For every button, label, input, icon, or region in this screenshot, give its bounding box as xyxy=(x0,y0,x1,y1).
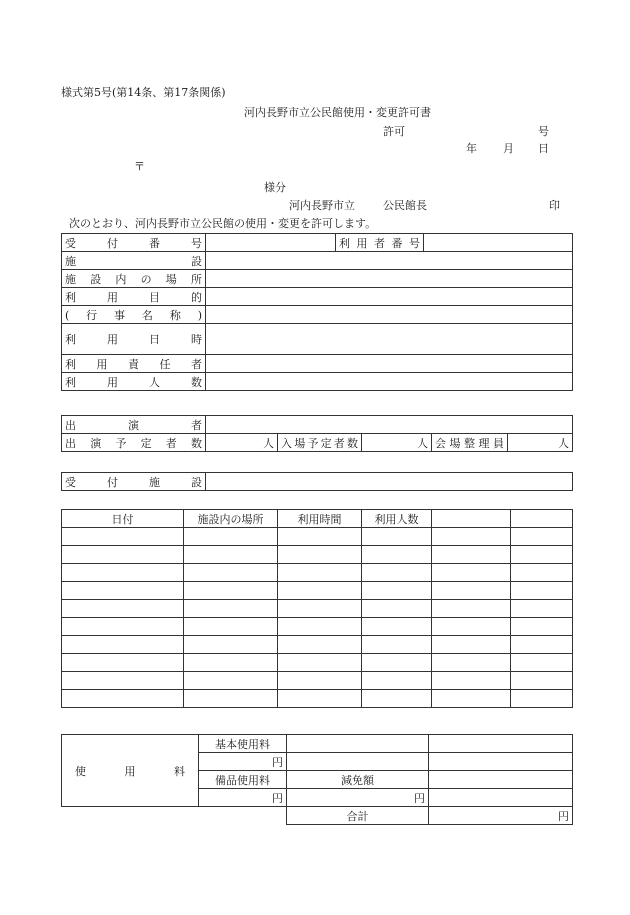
schedule-header-2: 利用時間 xyxy=(278,510,362,528)
table-row xyxy=(62,528,573,546)
place-in-facility-value[interactable] xyxy=(206,270,573,288)
schedule-cell[interactable] xyxy=(432,672,511,690)
fee-blank[interactable] xyxy=(287,753,429,771)
schedule-header-1: 施設内の場所 xyxy=(184,510,278,528)
schedule-header-4 xyxy=(432,510,511,528)
postal-mark: 〒 xyxy=(134,160,145,173)
user-count-value[interactable] xyxy=(206,373,573,391)
schedule-cell[interactable] xyxy=(432,618,511,636)
schedule-cell[interactable] xyxy=(432,564,511,582)
basic-fee-extra-2[interactable] xyxy=(429,735,573,753)
schedule-cell[interactable] xyxy=(62,636,184,654)
schedule-cell[interactable] xyxy=(278,600,362,618)
venue-staff-value[interactable] xyxy=(508,434,573,452)
schedule-cell[interactable] xyxy=(362,654,432,672)
schedule-table xyxy=(61,509,573,708)
table-row xyxy=(62,234,573,252)
facility-label: 施設 xyxy=(62,252,206,270)
seal-mark: 印 xyxy=(549,199,560,212)
table-row xyxy=(62,546,573,564)
reception-facility-label: 受付施設 xyxy=(62,473,206,491)
planned-attendees-label: 入場予定者数 xyxy=(278,434,362,452)
issuer-title: 公民館長 xyxy=(383,199,427,212)
form-number: 様式第5号(第14条、第17条関係) xyxy=(61,86,226,99)
schedule-cell[interactable] xyxy=(184,564,278,582)
user-count-label: 利用人数 xyxy=(62,373,206,391)
table-row xyxy=(62,355,573,373)
fee-empty-area xyxy=(62,807,287,825)
schedule-cell[interactable] xyxy=(362,546,432,564)
yen-unit: 円 xyxy=(414,791,425,805)
schedule-cell[interactable] xyxy=(362,564,432,582)
performers-value[interactable] xyxy=(206,416,573,434)
schedule-cell[interactable] xyxy=(362,618,432,636)
table-row xyxy=(62,600,573,618)
person-unit: 人 xyxy=(417,436,428,450)
venue-staff-label: 会場整理員 xyxy=(432,434,508,452)
table-row xyxy=(62,564,573,582)
equipment-fee-value[interactable] xyxy=(199,789,287,807)
schedule-cell[interactable] xyxy=(432,600,511,618)
schedule-cell[interactable] xyxy=(432,546,511,564)
table-row xyxy=(62,324,573,355)
table-row xyxy=(62,654,573,672)
event-name-label: (行事名称) xyxy=(62,306,206,324)
datetime-label: 利用日時 xyxy=(62,324,206,355)
schedule-cell[interactable] xyxy=(362,690,432,708)
schedule-cell[interactable] xyxy=(184,618,278,636)
schedule-cell[interactable] xyxy=(511,672,573,690)
schedule-cell[interactable] xyxy=(432,654,511,672)
table-row xyxy=(62,672,573,690)
number-suffix: 号 xyxy=(538,125,549,138)
schedule-cell[interactable] xyxy=(511,528,573,546)
total-label: 合計 xyxy=(287,807,429,825)
schedule-cell[interactable] xyxy=(432,636,511,654)
table-row xyxy=(62,288,573,306)
schedule-cell[interactable] xyxy=(278,528,362,546)
table-row xyxy=(62,416,573,434)
permit-label: 許可 xyxy=(383,125,405,138)
day-label: 日 xyxy=(538,142,549,155)
schedule-cell[interactable] xyxy=(278,690,362,708)
schedule-header-3: 利用人数 xyxy=(362,510,432,528)
schedule-cell[interactable] xyxy=(511,564,573,582)
user-number-label: 利用者番号 xyxy=(336,234,424,252)
schedule-cell[interactable] xyxy=(184,636,278,654)
schedule-cell[interactable] xyxy=(362,600,432,618)
person-unit: 人 xyxy=(263,436,274,450)
table-row xyxy=(62,618,573,636)
reduction-extra[interactable] xyxy=(429,771,573,789)
facility-value[interactable] xyxy=(206,252,573,270)
yen-unit: 円 xyxy=(272,755,283,769)
performer-table xyxy=(61,415,573,452)
table-row xyxy=(62,735,573,753)
datetime-value[interactable] xyxy=(206,324,573,355)
yen-unit: 円 xyxy=(272,791,283,805)
schedule-cell[interactable] xyxy=(62,672,184,690)
basic-fee-value[interactable] xyxy=(199,753,287,771)
reduction-value[interactable] xyxy=(287,789,429,807)
schedule-header-0: 日付 xyxy=(62,510,184,528)
schedule-cell[interactable] xyxy=(278,546,362,564)
schedule-cell[interactable] xyxy=(184,528,278,546)
info-table xyxy=(61,233,573,391)
schedule-cell[interactable] xyxy=(511,546,573,564)
purpose-label: 利用目的 xyxy=(62,288,206,306)
schedule-cell[interactable] xyxy=(432,582,511,600)
reception-number-label: 受付番号 xyxy=(62,234,206,252)
schedule-cell[interactable] xyxy=(511,600,573,618)
schedule-cell[interactable] xyxy=(278,654,362,672)
schedule-cell[interactable] xyxy=(432,528,511,546)
schedule-cell[interactable] xyxy=(362,528,432,546)
schedule-cell[interactable] xyxy=(184,654,278,672)
reduction-label: 減免額 xyxy=(287,771,429,789)
schedule-cell[interactable] xyxy=(362,672,432,690)
performers-label: 出演者 xyxy=(62,416,206,434)
schedule-cell[interactable] xyxy=(278,582,362,600)
person-unit: 人 xyxy=(558,436,570,450)
table-row xyxy=(62,306,573,324)
schedule-cell[interactable] xyxy=(278,618,362,636)
responsible-person-label: 利用責任者 xyxy=(62,355,206,373)
month-label: 月 xyxy=(503,142,514,155)
schedule-header-5 xyxy=(511,510,573,528)
table-row xyxy=(62,473,573,491)
total-value[interactable] xyxy=(429,807,573,825)
table-row xyxy=(62,270,573,288)
schedule-cell[interactable] xyxy=(184,690,278,708)
schedule-cell[interactable] xyxy=(184,582,278,600)
fee-table xyxy=(61,734,573,825)
reduction-blank[interactable] xyxy=(429,789,573,807)
fee-blank-2[interactable] xyxy=(429,753,573,771)
year-label: 年 xyxy=(466,142,477,155)
table-row xyxy=(62,636,573,654)
planned-attendees-value[interactable] xyxy=(362,434,432,452)
table-header-row xyxy=(62,510,573,528)
schedule-cell[interactable] xyxy=(511,636,573,654)
reception-facility-table xyxy=(61,472,573,491)
document-title: 河内長野市立公民館使用・変更許可書 xyxy=(244,106,431,119)
schedule-cell[interactable] xyxy=(511,690,573,708)
schedule-cell[interactable] xyxy=(511,582,573,600)
schedule-cell[interactable] xyxy=(278,636,362,654)
schedule-cell[interactable] xyxy=(184,600,278,618)
schedule-cell[interactable] xyxy=(362,582,432,600)
schedule-cell[interactable] xyxy=(278,672,362,690)
basic-fee-extra[interactable] xyxy=(287,735,429,753)
place-in-facility-label: 施設内の場所 xyxy=(62,270,206,288)
planned-performers-label: 出演予定者数 xyxy=(62,434,206,452)
schedule-cell[interactable] xyxy=(62,690,184,708)
addressee-suffix: 様分 xyxy=(264,181,286,194)
schedule-cell[interactable] xyxy=(62,618,184,636)
table-row xyxy=(62,252,573,270)
event-name-value[interactable] xyxy=(206,306,573,324)
reception-facility-value[interactable] xyxy=(206,473,573,491)
equipment-fee-label: 備品使用料 xyxy=(199,771,287,789)
schedule-cell[interactable] xyxy=(184,672,278,690)
intro-text: 次のとおり、河内長野市立公民館の使用・変更を許可します。 xyxy=(69,217,377,230)
table-row xyxy=(62,582,573,600)
user-number-value[interactable] xyxy=(424,234,573,252)
purpose-value[interactable] xyxy=(206,288,573,306)
usage-fee-text: 使用料 xyxy=(75,764,185,778)
schedule-cell[interactable] xyxy=(62,600,184,618)
schedule-cell[interactable] xyxy=(62,546,184,564)
schedule-cell[interactable] xyxy=(62,654,184,672)
table-row xyxy=(62,373,573,391)
issuer-city: 河内長野市立 xyxy=(289,199,355,212)
responsible-person-value[interactable] xyxy=(206,355,573,373)
usage-fee-label xyxy=(62,735,199,807)
basic-fee-label: 基本使用料 xyxy=(199,735,287,753)
schedule-cell[interactable] xyxy=(278,564,362,582)
table-row xyxy=(62,807,573,825)
schedule-cell[interactable] xyxy=(511,654,573,672)
schedule-cell[interactable] xyxy=(62,528,184,546)
table-row xyxy=(62,434,573,452)
planned-performers-value[interactable] xyxy=(206,434,278,452)
schedule-cell[interactable] xyxy=(362,636,432,654)
schedule-cell[interactable] xyxy=(184,546,278,564)
schedule-cell[interactable] xyxy=(432,690,511,708)
schedule-cell[interactable] xyxy=(62,564,184,582)
table-row xyxy=(62,690,573,708)
schedule-cell[interactable] xyxy=(62,582,184,600)
reception-number-value[interactable] xyxy=(206,234,336,252)
schedule-cell[interactable] xyxy=(511,618,573,636)
yen-unit: 円 xyxy=(558,809,569,823)
